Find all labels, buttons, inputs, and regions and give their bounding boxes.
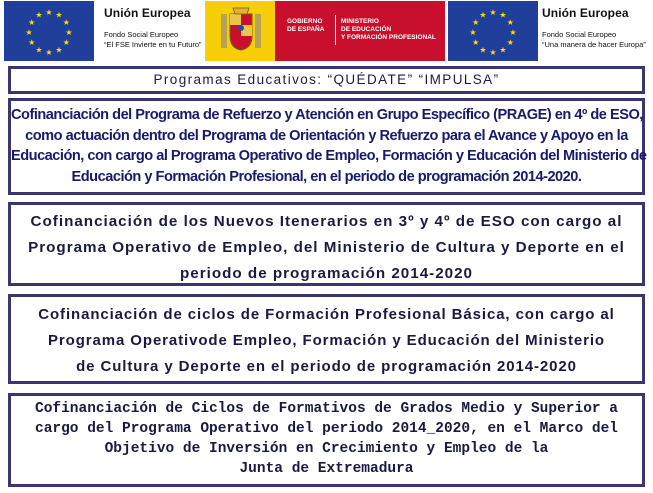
- itinerarios-line: Programa Operativo de Empleo, del Ministerio de Cultura y Deporte en el: [28, 239, 625, 256]
- ministry-divider: [335, 15, 336, 45]
- eu-left-text: [104, 6, 202, 50]
- svg-text:★: ★: [509, 28, 517, 37]
- svg-text:★: ★: [55, 10, 63, 20]
- government-name: GOBIERNO DE ESPAÑA: [287, 18, 325, 33]
- svg-text:★: ★: [25, 28, 33, 37]
- svg-text:★: ★: [489, 48, 497, 57]
- svg-text:★: ★: [35, 10, 43, 20]
- programs-title-box: [8, 66, 645, 94]
- svg-text:★: ★: [489, 8, 497, 17]
- eu-flag-right: [448, 1, 538, 61]
- eu-stars-left-icon: [4, 1, 94, 61]
- ministry-name: MINISTERIO DE EDUCACIÓN Y FORMACIÓN PROFESIONAL: [341, 18, 436, 41]
- svg-text:★: ★: [65, 28, 73, 37]
- programs-title: Programas Educativos: “QUÉDATE” “IMPULSA”: [153, 72, 500, 87]
- prage-line: Educación, con cargo al Programa Operativo de Empleo, Formación y Educación del Ministerio de: [11, 148, 647, 164]
- ciclos-formativos-cofinancing-box: [8, 393, 645, 487]
- svg-text:★: ★: [45, 8, 53, 17]
- spain-government-logo: [205, 1, 445, 61]
- eu-flag-left: [4, 1, 94, 61]
- eu-right-motto: “Una manera de hacer Europa”: [542, 40, 646, 49]
- svg-text:★: ★: [479, 10, 487, 20]
- eu-left-title: Unión Europea: [104, 6, 191, 20]
- itinerarios-line: Cofinanciación de los Nuevos Itenerarios en 3º y 4º de ESO con cargo al: [30, 213, 623, 230]
- prage-line: Cofinanciación del Programa de Refuerzo y Atención en Grupo Específico (PRAGE) en 4º de ESO,: [11, 107, 643, 123]
- svg-text:★: ★: [506, 18, 514, 27]
- prage-line: Educación y Formación Profesional, en el periodo de programación 2014-2020.: [71, 168, 582, 185]
- ciclos-line: Cofinanciación de Ciclos de Formativos de Grados Medio y Superior a: [35, 401, 618, 417]
- prage-cofinancing-box: [8, 98, 645, 195]
- svg-text:★: ★: [45, 48, 53, 57]
- ciclos-line: Objetivo de Inversión en Crecimiento y Empleo de la: [104, 441, 549, 457]
- svg-text:★: ★: [28, 38, 36, 47]
- svg-text:★: ★: [472, 38, 480, 47]
- svg-text:★: ★: [479, 45, 487, 55]
- svg-text:★: ★: [55, 45, 63, 55]
- fp-basica-cofinancing-box: [8, 294, 645, 384]
- eu-right-text: [542, 6, 646, 50]
- svg-text:★: ★: [28, 18, 36, 27]
- prage-line: como actuación dentro del Programa de Orientación y Refuerzo para el Avance y Apoyo en la: [25, 127, 628, 144]
- svg-text:★: ★: [35, 45, 43, 55]
- itinerarios-line: periodo de programación 2014-2020: [180, 265, 473, 282]
- ciclos-line: Junta de Extremadura: [239, 461, 414, 477]
- ciclos-line: cargo del Programa Operativo del periodo 2014_2020, en el Marco del: [35, 421, 618, 437]
- spain-coat-of-arms-icon: [217, 6, 265, 56]
- eu-right-title: Unión Europea: [542, 6, 629, 20]
- svg-text:★: ★: [469, 28, 477, 37]
- fp-basica-line: Cofinanciación de ciclos de Formación Profesional Básica, con cargo al: [38, 306, 615, 323]
- svg-text:★: ★: [499, 10, 507, 20]
- fp-basica-line: de Cultura y Deporte en el periodo de programación 2014-2020: [76, 358, 577, 375]
- ministry-banner: [275, 1, 445, 61]
- eu-right-fund: Fondo Social Europeo: [542, 30, 617, 39]
- eu-stars-right-icon: [448, 1, 538, 61]
- itinerarios-cofinancing-box: [8, 202, 645, 286]
- fp-basica-line: Programa Operativode Empleo, Formación y Educación del Ministerio: [48, 332, 605, 349]
- svg-text:★: ★: [506, 38, 514, 47]
- logo-strip: [0, 0, 653, 62]
- svg-text:★: ★: [472, 18, 480, 27]
- svg-text:★: ★: [499, 45, 507, 55]
- svg-text:★: ★: [62, 18, 70, 27]
- eu-left-motto: “El FSE Invierte en tu Futuro”: [104, 40, 202, 49]
- eu-left-fund: Fondo Social Europeo: [104, 30, 179, 39]
- svg-text:★: ★: [62, 38, 70, 47]
